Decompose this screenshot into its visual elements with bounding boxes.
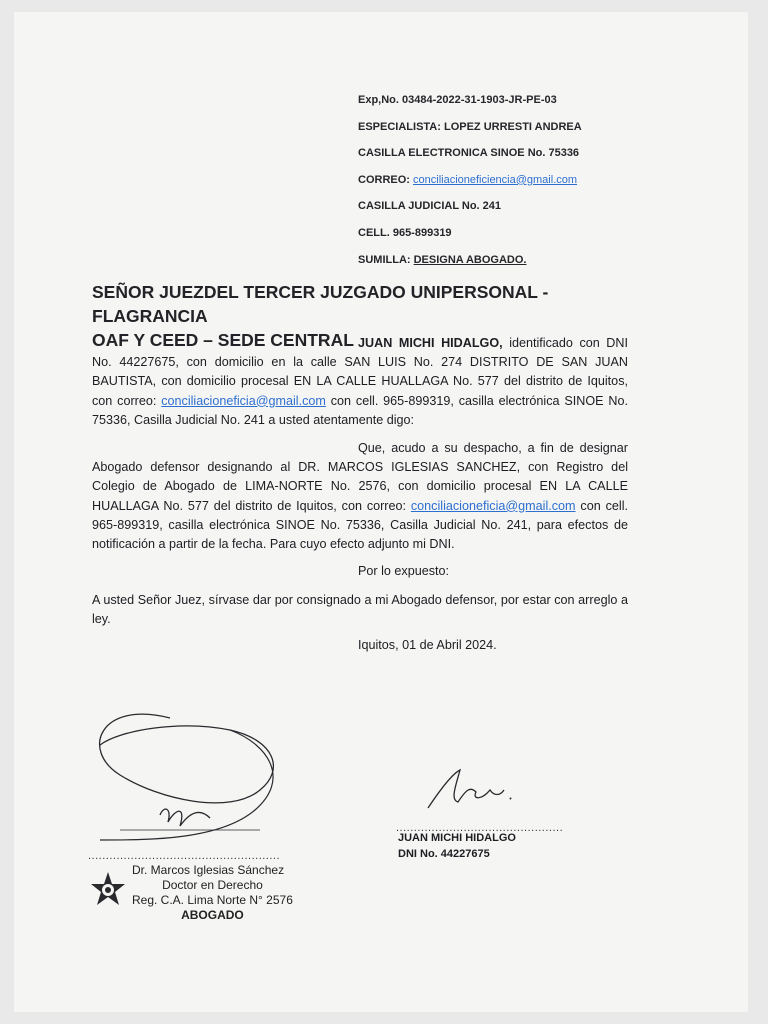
request-text-a: Que, acudo a su despacho, a fin de designar Abogado defensor designando al DR. MARCOS IGLESIAS SANCHEZ, con Registro del Colegio de Abogado de LIMA-NORTE No. 2576, con domicilio procesal EN LA CALLE HUALLAGA No. 577 del distrito de Iquitos, con correo: (92, 441, 628, 513)
por-lo-expuesto: Por lo expuesto: (358, 564, 450, 578)
petitioner-signature-dni: DNI No. 44227675 (398, 848, 490, 860)
intro-text-b: con cell. 965-899319, casilla electrónica SINOE No. 75336, Casilla Judicial No. 241 a usted atentamente digo: (92, 393, 629, 427)
case-header (358, 94, 582, 280)
petitioner-name: JUAN MICHI HIDALGO, (358, 336, 503, 350)
sumilla-line (358, 254, 582, 281)
lawyer-signature (60, 690, 320, 860)
lawyer-signature-line: ...................................................... (88, 850, 281, 862)
date-line: Iquitos, 01 de Abril 2024. (358, 638, 497, 652)
title-line-2: OAF Y CEED – SEDE CENTRAL (92, 330, 354, 350)
specialist: ESPECIALISTA: LOPEZ URRESTI ANDREA (358, 120, 582, 133)
cell-number: CELL. 965-899319 (358, 226, 452, 239)
sumilla-value: DESIGNA ABOGADO. (413, 253, 527, 266)
email-line (358, 174, 582, 201)
intro-paragraph (92, 334, 628, 430)
petitioner-signature-line: ............................................... (396, 822, 564, 834)
title-line-1: SEÑOR JUEZDEL TERCER JUZGADO UNIPERSONAL -FLAGRANCIA (92, 282, 549, 326)
petitioner-signature (420, 760, 530, 820)
lawyer-title: Doctor en Derecho (162, 878, 263, 892)
judicial-box: CASILLA JUDICIAL No. 241 (358, 200, 502, 213)
petitioner-signature-block (398, 830, 516, 862)
intro-text-a: identificado con DNI No. 44227675, con domicilio en la calle SAN LUIS No. 274 DISTRITO DE SAN JUAN BAUTISTA, con domicilio procesal EN LA CALLE HUALLAGA No. 577 del distrito de Iquitos, con correo: (92, 336, 628, 408)
petitioner-signature-name: JUAN MICHI HIDALGO (398, 832, 516, 844)
request-text-b: con cell. 965-899319, casilla electrónica SINOE No. 75336, Casilla Judicial No. 241, para efectos de notificación a partir de la fecha. Para cuyo efecto adjunto mi DNI. (92, 498, 628, 552)
lawyer-stamp (132, 863, 293, 923)
lawyer-name: Dr. Marcos Iglesias Sánchez (132, 863, 285, 877)
request-email-link[interactable]: conciliacioneficia@gmail.com (410, 498, 576, 513)
electronic-box: CASILLA ELECTRONICA SINOE No. 75336 (358, 147, 580, 160)
lawyer-registration: Reg. C.A. Lima Norte N° 2576 (132, 893, 293, 907)
lawyer-role: ABOGADO (181, 908, 244, 922)
request-paragraph (92, 439, 628, 554)
lawyer-seal-emblem (88, 870, 128, 910)
intro-email-link[interactable]: conciliacioneficia@gmail.com (161, 393, 326, 408)
closing-paragraph: A usted Señor Juez, sírvase dar por consignado a mi Abogado defensor, por estar con arreglo a ley. (92, 593, 628, 627)
case-number: Exp,No. 03484-2022-31-1903-JR-PE-03 (358, 94, 557, 106)
header-email-link[interactable]: conciliacioneficiencia@gmail.com (413, 173, 578, 186)
sumilla-label: SUMILLA: (358, 253, 411, 266)
email-label: CORREO: (358, 173, 410, 186)
